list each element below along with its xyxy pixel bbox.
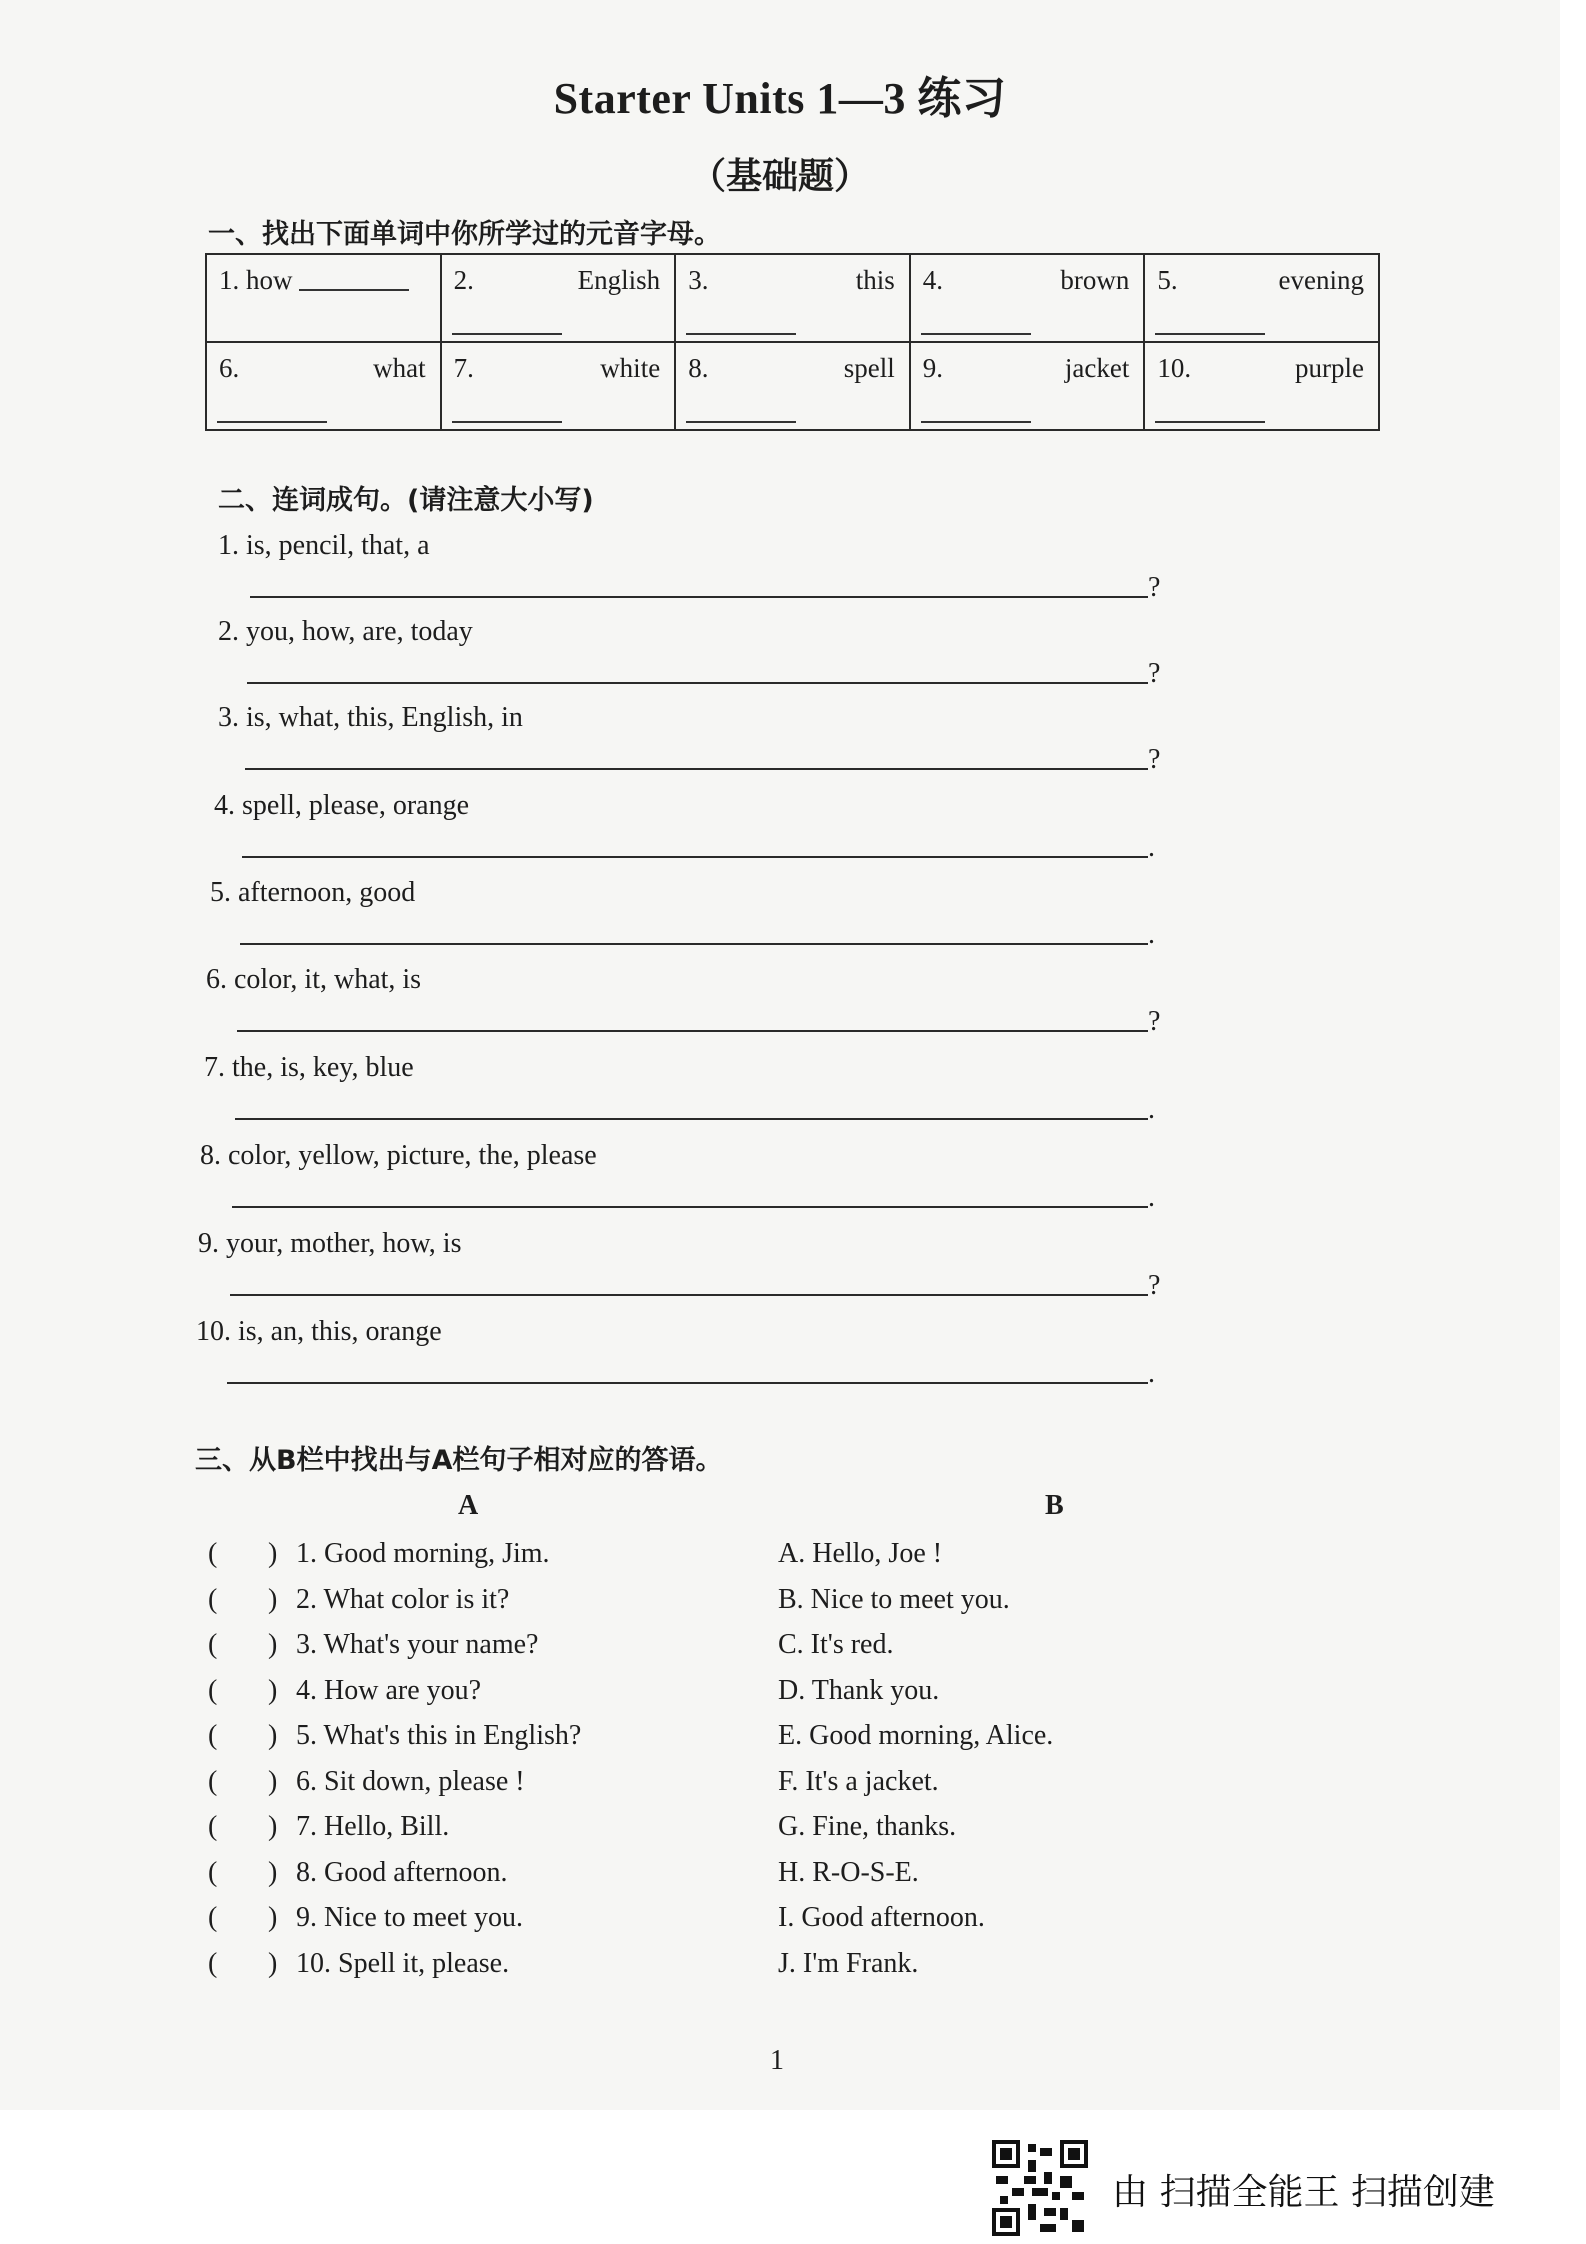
- cell-number: 9.: [922, 353, 944, 383]
- page-title: Starter Units 1—3 练习: [553, 74, 1007, 123]
- answer-line[interactable]: [230, 1294, 1148, 1296]
- answer-blank[interactable]: [222, 1538, 262, 1570]
- cell-number: 5.: [1157, 265, 1178, 295]
- answer-paren-close: ): [268, 1720, 278, 1751]
- column-a-item: 1. Good morning, Jim.: [296, 1538, 550, 1569]
- column-a-item: 9. Nice to meet you.: [296, 1902, 524, 1933]
- sentence-prompt: 1. is, pencil, that, a: [218, 530, 430, 561]
- section3-heading: 三、从B栏中找出与A栏句子相对应的答语。: [195, 1445, 723, 1476]
- answer-paren-open: (: [208, 1583, 218, 1615]
- cell-number: 2.: [453, 265, 474, 295]
- column-b-item: G. Fine, thanks.: [778, 1811, 957, 1842]
- cell-word: this: [855, 265, 895, 295]
- scanner-watermark-text: 由 扫描全能王 扫描创建: [1112, 2172, 1495, 2213]
- answer-line[interactable]: [247, 682, 1148, 684]
- table-row: [206, 342, 1379, 430]
- column-b-item: D. Thank you.: [778, 1674, 940, 1706]
- sentence-prompt: 4. spell, please, orange: [214, 790, 470, 821]
- cell-word: brown: [1060, 265, 1130, 295]
- answer-blank[interactable]: [222, 1902, 262, 1934]
- table-cell[interactable]: [206, 342, 441, 430]
- answer-blank: [921, 421, 1031, 423]
- sentence-prompt: 2. you, how, are, today: [218, 616, 473, 647]
- end-punctuation: ?: [1148, 1270, 1161, 1301]
- cell-number: 3.: [688, 265, 709, 295]
- answer-blank: [686, 333, 796, 335]
- answer-blank[interactable]: [222, 1629, 262, 1661]
- column-b-item: J. I'm Frank.: [778, 1947, 919, 1979]
- answer-line[interactable]: [240, 943, 1148, 945]
- answer-paren-close: ): [268, 1765, 278, 1797]
- answer-line[interactable]: [232, 1206, 1148, 1208]
- table-cell[interactable]: [910, 254, 1145, 342]
- column-a-heading: A: [458, 1490, 479, 1521]
- sentence-prompt: 7. the, is, key, blue: [204, 1052, 414, 1083]
- answer-blank: [1155, 333, 1265, 335]
- table-row: [206, 254, 1379, 342]
- sentence-prompt: 3. is, what, this, English, in: [218, 702, 523, 733]
- answer-blank: [686, 421, 796, 423]
- answer-blank: [1155, 421, 1265, 423]
- cell-number: 6.: [219, 353, 240, 383]
- qr-code-icon: [992, 2140, 1088, 2236]
- answer-blank: [452, 421, 562, 423]
- table-cell[interactable]: [1144, 254, 1379, 342]
- cell-word: what: [373, 353, 426, 383]
- column-a-item: 7. Hello, Bill.: [296, 1811, 450, 1842]
- answer-paren-open: (: [208, 1811, 218, 1842]
- answer-paren-open: (: [208, 1902, 218, 1933]
- table-cell[interactable]: [206, 254, 441, 342]
- answer-paren-close: ): [268, 1902, 278, 1933]
- end-punctuation: .: [1148, 1094, 1155, 1125]
- answer-blank[interactable]: [222, 1811, 262, 1843]
- answer-blank: [452, 333, 562, 335]
- answer-blank[interactable]: [222, 1584, 262, 1616]
- answer-line[interactable]: [250, 596, 1148, 598]
- answer-paren-close: ): [268, 1811, 278, 1842]
- end-punctuation: ?: [1148, 572, 1161, 603]
- cell-word: jacket: [1064, 353, 1130, 383]
- answer-paren-close: ): [268, 1947, 278, 1979]
- answer-blank: [299, 289, 409, 291]
- page-subtitle: （基础题）: [689, 156, 870, 196]
- end-punctuation: .: [1148, 1358, 1155, 1389]
- column-a-item: 10. Spell it, please.: [296, 1947, 510, 1979]
- answer-blank[interactable]: [222, 1857, 262, 1889]
- table-cell[interactable]: [910, 342, 1145, 430]
- column-b-heading: B: [1045, 1490, 1064, 1521]
- answer-paren-open: (: [208, 1674, 218, 1706]
- answer-paren-open: (: [208, 1765, 218, 1797]
- cell-number: 4.: [922, 265, 944, 295]
- end-punctuation: ?: [1148, 744, 1161, 775]
- answer-line[interactable]: [235, 1118, 1148, 1120]
- sentence-prompt: 5. afternoon, good: [210, 877, 416, 908]
- end-punctuation: ?: [1148, 1006, 1161, 1037]
- sentence-prompt: 9. your, mother, how, is: [198, 1228, 462, 1259]
- column-b-item: A. Hello, Joe !: [778, 1538, 943, 1569]
- answer-paren-close: ): [268, 1629, 278, 1660]
- answer-blank[interactable]: [222, 1675, 262, 1707]
- end-punctuation: ?: [1148, 658, 1161, 689]
- cell-word: spell: [843, 353, 895, 383]
- answer-paren-open: (: [208, 1538, 218, 1569]
- table-cell[interactable]: [441, 342, 676, 430]
- cell-number: 7.: [453, 353, 474, 383]
- cell-number: 8.: [688, 353, 709, 383]
- answer-blank[interactable]: [222, 1948, 262, 1980]
- end-punctuation: .: [1148, 832, 1155, 863]
- end-punctuation: .: [1148, 919, 1155, 950]
- section2-heading: 二、连词成句。(请注意大小写): [218, 485, 594, 516]
- answer-line[interactable]: [245, 768, 1148, 770]
- answer-paren-close: ): [268, 1538, 278, 1569]
- answer-blank[interactable]: [222, 1766, 262, 1798]
- answer-paren-close: ): [268, 1583, 278, 1615]
- table-cell[interactable]: [1144, 342, 1379, 430]
- answer-paren-open: (: [208, 1720, 218, 1751]
- answer-line[interactable]: [227, 1382, 1148, 1384]
- cell-number: 10.: [1157, 353, 1192, 383]
- cell-word: English: [577, 265, 661, 295]
- cell-word: purple: [1295, 353, 1364, 383]
- column-a-item: 3. What's your name?: [296, 1629, 539, 1660]
- column-a-item: 4. How are you?: [296, 1674, 482, 1706]
- sentence-prompt: 6. color, it, what, is: [206, 964, 422, 995]
- answer-paren-close: ): [268, 1856, 278, 1888]
- vowel-table: [205, 253, 1380, 431]
- column-b-item: H. R-O-S-E.: [778, 1856, 919, 1888]
- column-b-item: B. Nice to meet you.: [778, 1583, 1010, 1615]
- answer-blank[interactable]: [222, 1720, 262, 1752]
- column-a-item: 8. Good afternoon.: [296, 1856, 508, 1888]
- answer-blank: [921, 333, 1031, 335]
- column-a-item: 5. What's this in English?: [296, 1720, 582, 1751]
- answer-line[interactable]: [237, 1030, 1148, 1032]
- table-cell[interactable]: [675, 254, 910, 342]
- cell-word: how: [246, 265, 293, 295]
- column-b-item: E. Good morning, Alice.: [778, 1720, 1054, 1751]
- cell-word: evening: [1278, 265, 1364, 295]
- answer-blank: [217, 421, 327, 423]
- table-cell[interactable]: [675, 342, 910, 430]
- column-b-item: F. It's a jacket.: [778, 1765, 939, 1797]
- column-b-item: I. Good afternoon.: [778, 1902, 985, 1933]
- column-a-item: 6. Sit down, please !: [296, 1765, 525, 1797]
- answer-paren-open: (: [208, 1947, 218, 1979]
- sentence-prompt: 10. is, an, this, orange: [196, 1316, 442, 1347]
- answer-paren-open: (: [208, 1629, 218, 1660]
- section1-heading: 一、找出下面单词中你所学过的元音字母。: [208, 219, 721, 250]
- answer-paren-open: (: [208, 1856, 218, 1888]
- sentence-prompt: 8. color, yellow, picture, the, please: [200, 1140, 597, 1171]
- table-cell[interactable]: [441, 254, 676, 342]
- cell-word: white: [600, 353, 661, 383]
- column-a-item: 2. What color is it?: [296, 1583, 510, 1615]
- column-b-item: C. It's red.: [778, 1629, 894, 1660]
- end-punctuation: .: [1148, 1182, 1155, 1213]
- answer-line[interactable]: [242, 856, 1148, 858]
- cell-number: 1.: [219, 265, 240, 295]
- scan-margin: [1560, 0, 1586, 2110]
- page-number: 1: [770, 2045, 784, 2076]
- answer-paren-close: ): [268, 1674, 278, 1706]
